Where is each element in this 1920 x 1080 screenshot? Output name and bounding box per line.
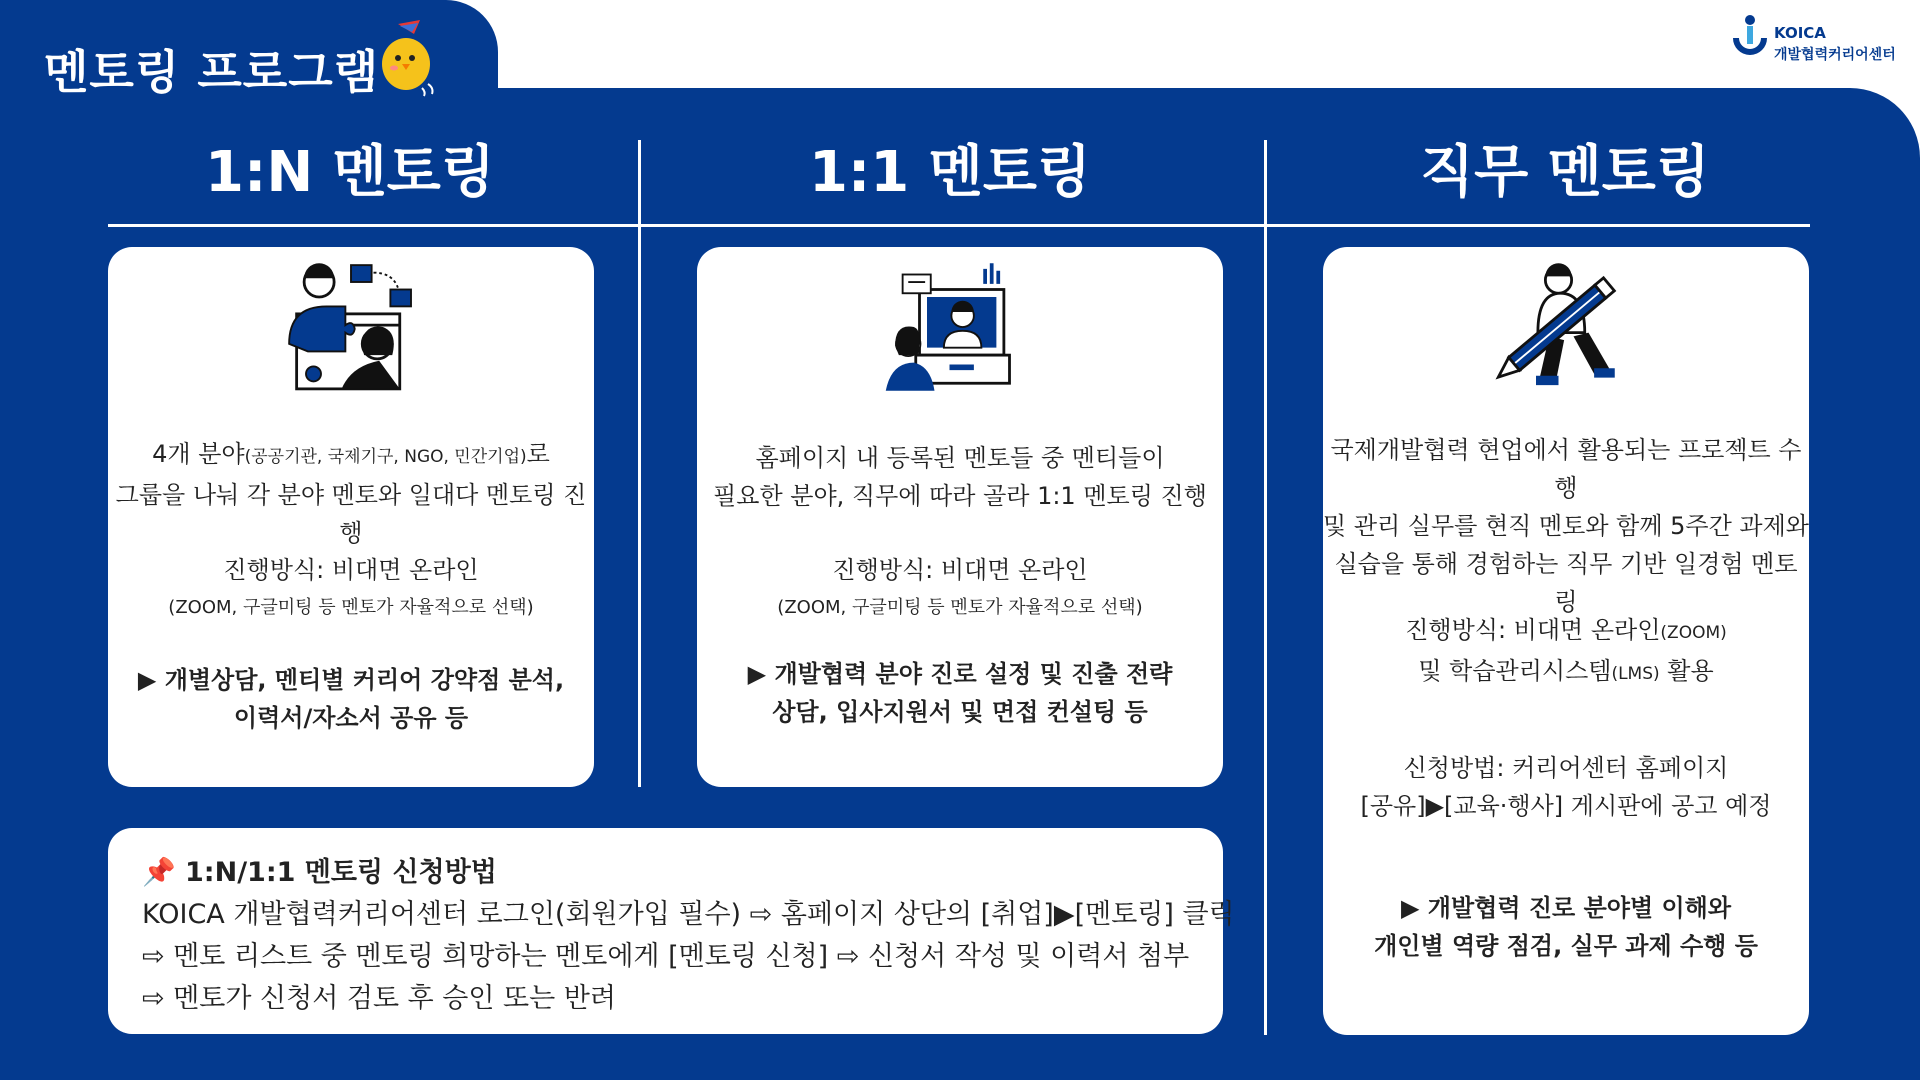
- video-call-icon: [882, 261, 1032, 393]
- card-job-apply-2: [공유]▶[교육·행사] 게시판에 공고 예정: [1360, 792, 1772, 820]
- heading-job-mentoring: 직무 멘토링: [1420, 140, 1710, 205]
- card-job-desc: [1323, 431, 1809, 621]
- card-1n-mentoring: [108, 247, 594, 787]
- koica-logo-icon: [1730, 14, 1770, 62]
- card-job-method-zoom: (ZOOM): [1660, 623, 1727, 643]
- card-1to1-mentoring: [697, 247, 1223, 787]
- card-11-highlight-1: ▶ 개발협력 분야 진로 설정 및 진출 전략: [747, 660, 1173, 688]
- card-1n-highlight: [108, 661, 594, 737]
- card-1n-desc-1: 4개 분야: [152, 440, 245, 468]
- logo-text-en: KOICA: [1774, 24, 1826, 42]
- card-1n-method-note: (ZOOM, 구글미팅 등 멘토가 자율적으로 선택): [168, 597, 534, 618]
- divider-vertical-1: [638, 140, 641, 787]
- card-1n-desc-paren: (공공기관, 국제기구, NGO, 민간기업): [244, 447, 527, 467]
- card-job-method-1: 진행방식: 비대면 온라인: [1405, 616, 1661, 644]
- card-1n-desc-2: 로: [526, 440, 550, 468]
- divider-vertical-2: [1264, 140, 1267, 1035]
- card-1n-highlight-2: 이력서/자소서 공유 등: [233, 704, 469, 732]
- card-job-apply-1: 신청방법: 커리어센터 홈페이지: [1403, 754, 1729, 782]
- card-job-desc-1: 국제개발협력 현업에서 활용되는 프로젝트 수행: [1330, 436, 1802, 502]
- heading-1to1-mentoring: 1:1 멘토링: [808, 140, 1092, 205]
- pencil-person-icon: [1491, 261, 1641, 393]
- card-job-desc-3: 실습을 통해 경험하는 직무 기반 일경험 멘토링: [1334, 550, 1798, 616]
- apply-method-box: [108, 828, 1235, 1034]
- card-11-highlight: [697, 655, 1223, 731]
- card-job-apply: [1323, 749, 1809, 825]
- page-title: 멘토링 프로그램: [44, 45, 380, 99]
- chick-mascot-icon: [368, 18, 446, 98]
- heading-1n-mentoring: 1:N 멘토링: [204, 140, 495, 205]
- apply-line-2: ⇨ 멘토 리스트 중 멘토링 희망하는 멘토에게 [멘토링 신청] ⇨ 신청서 작성 및 이력서 첨부: [142, 941, 1190, 972]
- apply-title: 📌 1:N/1:1 멘토링 신청방법: [142, 857, 497, 888]
- card-1n-desc-3: 그룹을 나눠 각 분야 멘토와 일대다 멘토링 진행: [115, 481, 587, 547]
- apply-line-1: KOICA 개발협력커리어센터 로그인(회원가입 필수) ⇨ 홈페이지 상단의 [취업]▶[멘토링] 클릭: [142, 899, 1235, 930]
- card-11-method: 진행방식: 비대면 온라인: [832, 556, 1088, 584]
- card-job-method-3: 활용: [1659, 657, 1714, 685]
- divider-horizontal: [108, 224, 1810, 227]
- card-11-highlight-2: 상담, 입사지원서 및 면접 컨설팅 등: [772, 698, 1148, 726]
- card-job-highlight: [1323, 889, 1809, 965]
- card-job-mentoring: [1323, 247, 1809, 1035]
- card-job-method: [1323, 611, 1809, 693]
- card-1n-desc: [108, 435, 594, 552]
- koica-logo[interactable]: [1730, 14, 1910, 64]
- card-1n-method: 진행방식: 비대면 온라인: [223, 556, 479, 584]
- card-job-method-lms: (LMS): [1611, 664, 1660, 684]
- apply-line-3: ⇨ 멘토가 신청서 검토 후 승인 또는 반려: [142, 983, 616, 1014]
- logo-text-ko: 개발협력커리어센터: [1774, 47, 1896, 63]
- card-job-method-2: 및 학습관리시스템: [1418, 657, 1612, 685]
- group-puzzle-icon: [276, 261, 426, 393]
- card-11-method-note: (ZOOM, 구글미팅 등 멘토가 자율적으로 선택): [777, 597, 1143, 618]
- card-job-highlight-2: 개인별 역량 점검, 실무 과제 수행 등: [1374, 932, 1758, 960]
- card-11-desc: [697, 439, 1223, 515]
- card-11-desc-1: 홈페이지 내 등록된 멘토들 중 멘티들이: [755, 444, 1165, 472]
- card-job-highlight-1: ▶ 개발협력 진로 분야별 이해와: [1400, 894, 1732, 922]
- card-job-desc-2: 및 관리 실무를 현직 멘토와 함께 5주간 과제와: [1323, 512, 1809, 540]
- card-11-desc-2: 필요한 분야, 직무에 따라 골라 1:1 멘토링 진행: [713, 482, 1207, 510]
- card-1n-highlight-1: ▶ 개별상담, 멘티별 커리어 강약점 분석,: [137, 666, 565, 694]
